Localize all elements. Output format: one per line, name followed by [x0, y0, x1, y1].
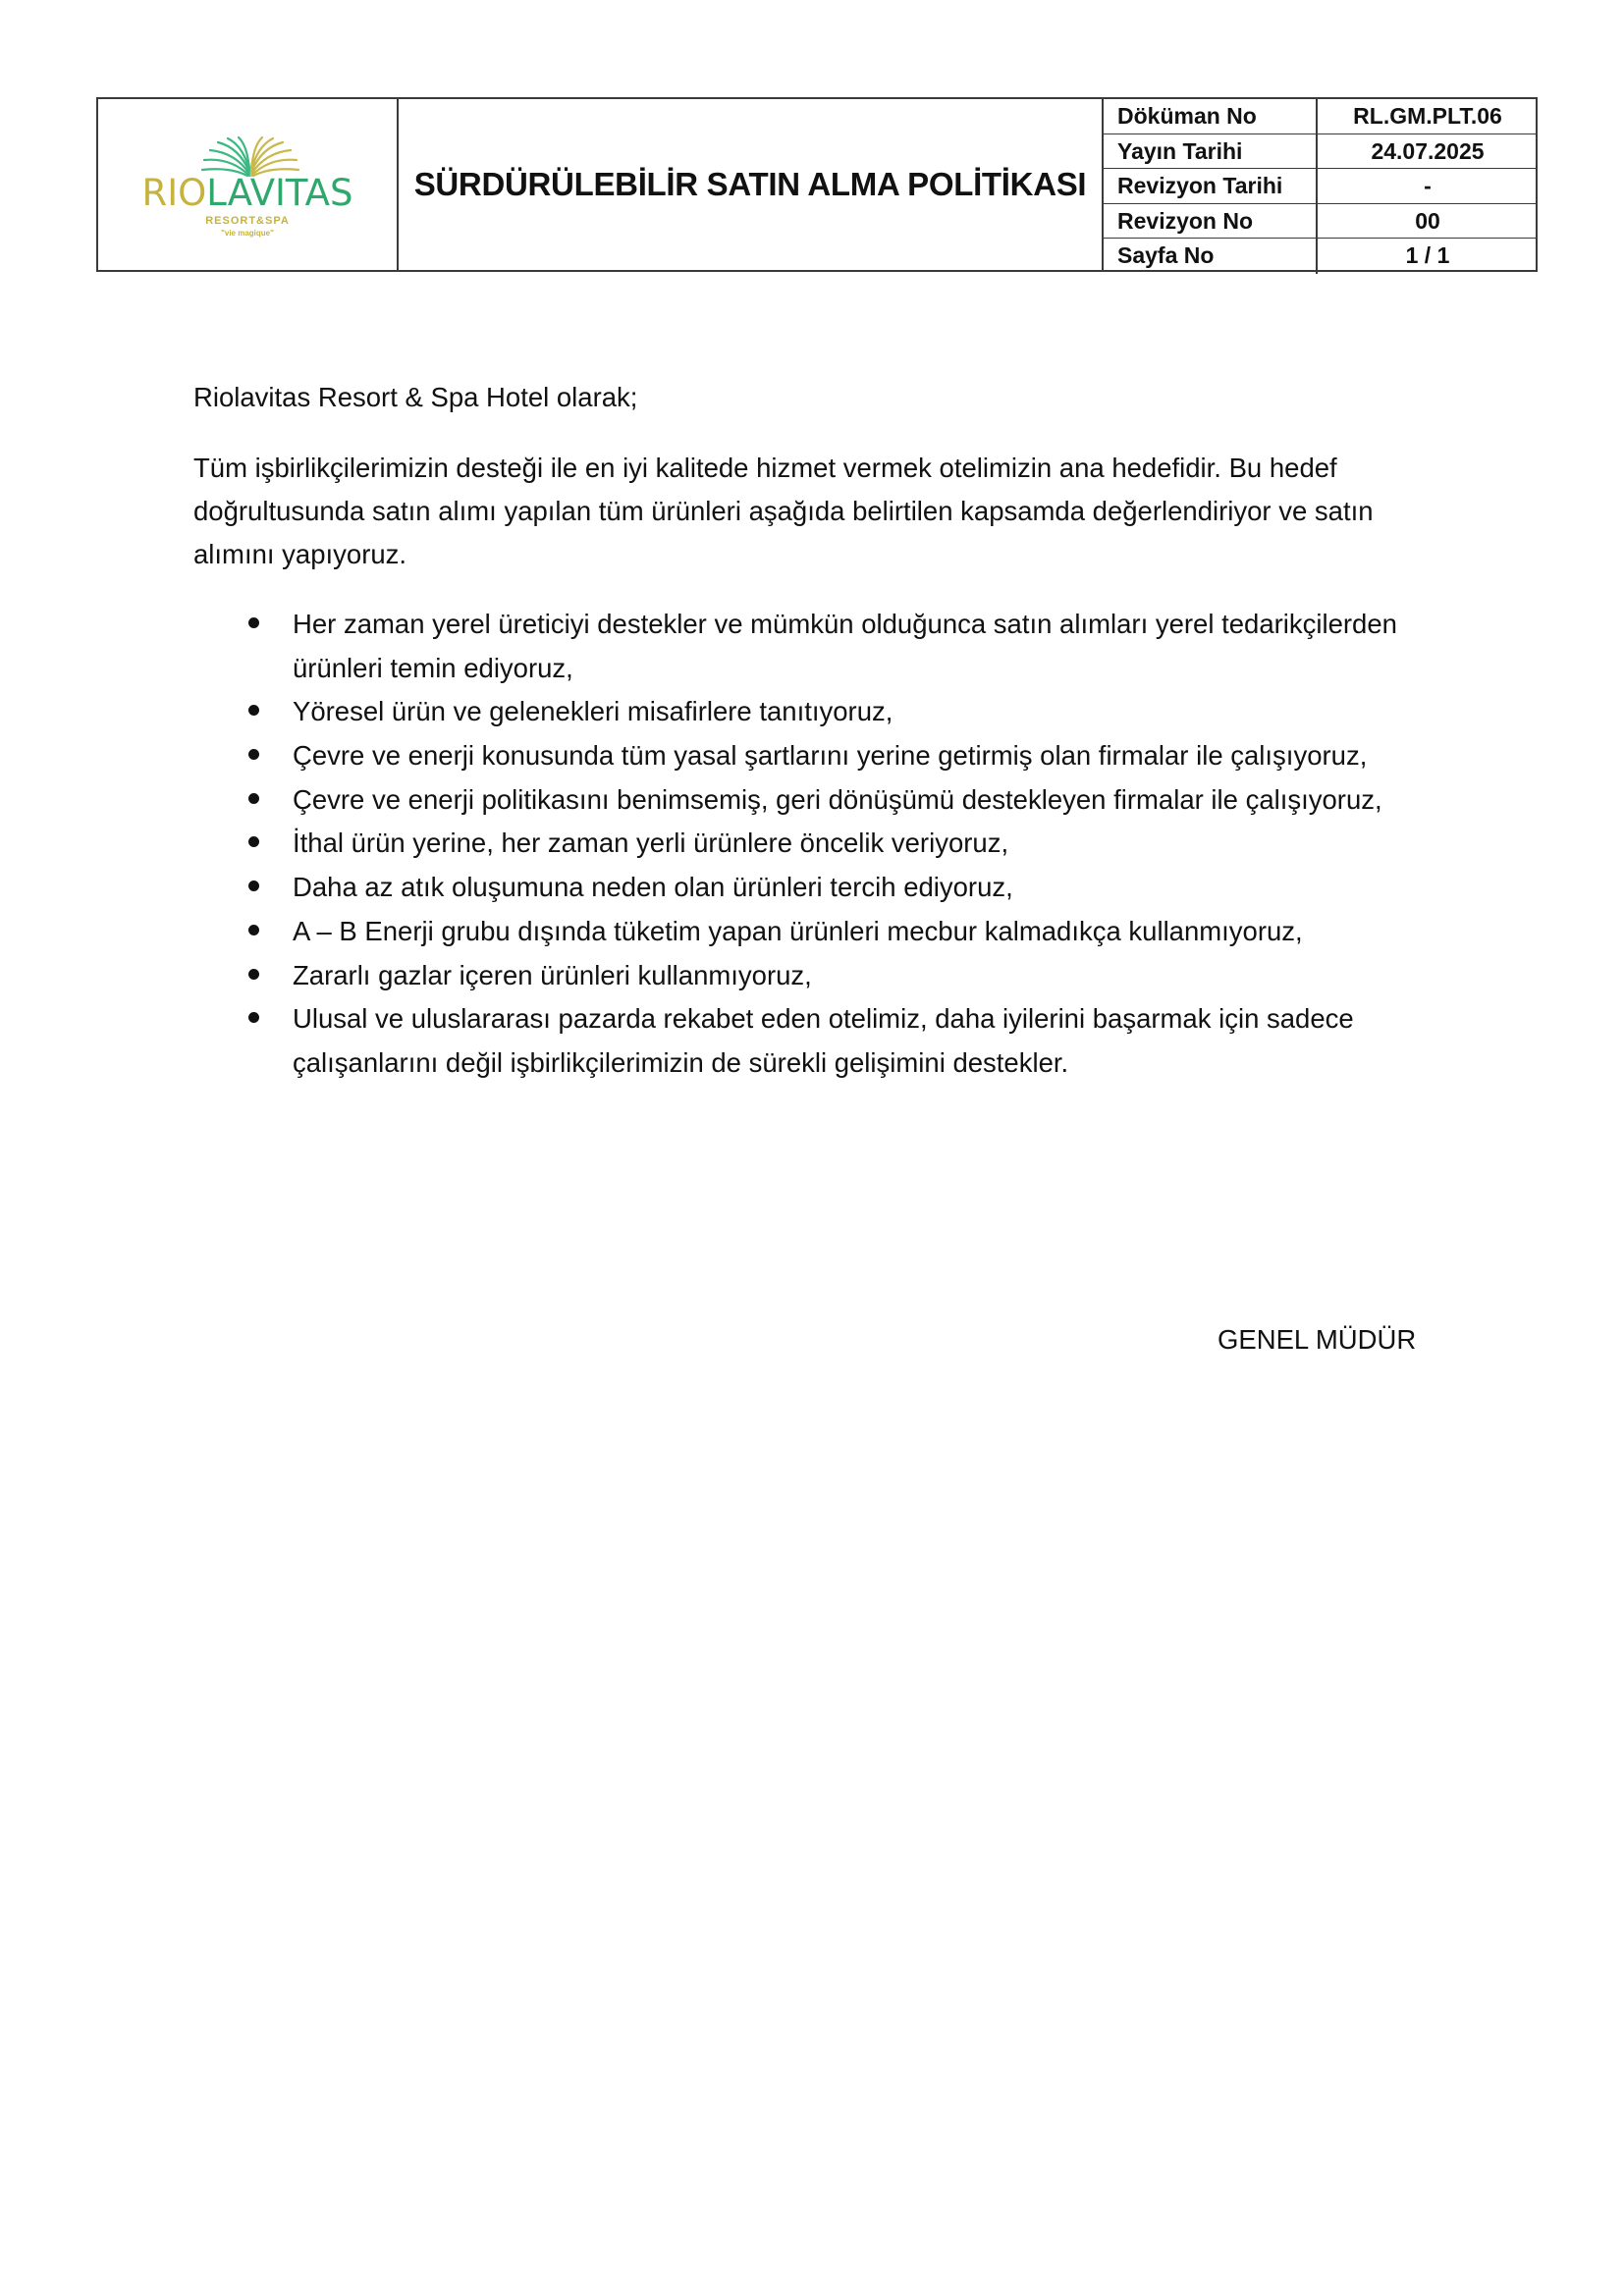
bullet-item: [0, 690, 1624, 734]
meta-row-document-no: [1104, 99, 1538, 134]
bullet-dot-icon: [248, 749, 259, 760]
bullet-line: çalışanlarını değil işbirlikçilerimizin de sürekli gelişimini destekler.: [293, 1046, 1069, 1078]
meta-label: Yayın Tarihi: [1104, 134, 1318, 169]
logo-cell: [98, 99, 399, 270]
body-paragraph: [193, 447, 1470, 576]
document-header-table: [96, 97, 1538, 272]
meta-row-page-no: [1104, 239, 1538, 274]
paragraph-line: alımını yapıyoruz.: [193, 539, 407, 569]
meta-row-revision-date: [1104, 169, 1538, 204]
document-title: SÜRDÜRÜLEBİLİR SATIN ALMA POLİTİKASI: [413, 166, 1087, 202]
bullet-text: [293, 603, 1397, 690]
bullet-dot-icon: [248, 705, 259, 716]
meta-value: -: [1424, 173, 1432, 199]
logo-tagline: "vie magique": [221, 229, 274, 238]
meta-label: Revizyon No: [1104, 204, 1318, 239]
meta-label: Döküman No: [1104, 99, 1318, 133]
bullet-item: [0, 997, 1624, 1085]
bullet-item: [0, 603, 1624, 690]
paragraph-line: Tüm işbirlikçilerimizin desteği ile en iyi kalitede hizmet vermek otelimizin ana hedefidir. Bu hedef: [193, 453, 1337, 483]
meta-value: 24.07.2025: [1371, 137, 1485, 164]
intro-line: Riolavitas Resort & Spa Hotel olarak;: [193, 382, 638, 412]
logo-brand-text: [98, 172, 397, 215]
meta-row-revision-no: [1104, 204, 1538, 240]
meta-value: RL.GM.PLT.06: [1353, 103, 1502, 129]
bullet-dot-icon: [248, 969, 259, 980]
meta-value: 00: [1415, 207, 1440, 234]
bullet-item: [0, 734, 1624, 778]
bullet-dot-icon: [248, 836, 259, 847]
meta-value: 1 / 1: [1405, 242, 1450, 269]
bullet-dot-icon: [248, 925, 259, 935]
bullet-text: [293, 997, 1354, 1085]
company-logo: [98, 99, 397, 270]
bullet-text: Daha az atık oluşumuna neden olan ürünleri tercih ediyoruz,: [293, 872, 1013, 903]
bullet-text: Çevre ve enerji politikasını benimsemiş, geri dönüşümü destekleyen firmalar ile çalışıyoruz,: [293, 783, 1382, 815]
signature-title: GENEL MÜDÜR: [1218, 1324, 1417, 1355]
bullet-line: Her zaman yerel üreticiyi destekler ve mümkün olduğunca satın alımları yerel tedarikçilerden: [293, 609, 1397, 639]
bullet-item: [0, 954, 1624, 998]
meta-row-publish-date: [1104, 134, 1538, 170]
logo-subtitle: RESORT&SPA: [205, 215, 290, 227]
meta-label: Revizyon Tarihi: [1104, 169, 1318, 203]
bullet-text: Çevre ve enerji konusunda tüm yasal şartlarını yerine getirmiş olan firmalar ile çalışıyoruz,: [293, 740, 1368, 772]
bullet-text: Yöresel ürün ve gelenekleri misafirlere tanıtıyoruz,: [293, 696, 893, 727]
bullet-text: Zararlı gazlar içeren ürünleri kullanmıyoruz,: [293, 959, 812, 990]
bullet-item: [0, 910, 1624, 954]
bullet-line: Ulusal ve uluslararası pazarda rekabet eden otelimiz, daha iyilerini başarmak için sadece: [293, 1003, 1354, 1035]
paragraph-line: doğrultusunda satın alımı yapılan tüm ürünleri aşağıda belirtilen kapsamda değerlendiriyor ve satın: [193, 496, 1374, 526]
bullet-text: İthal ürün yerine, her zaman yerli ürünlere öncelik veriyoruz,: [293, 828, 1009, 859]
bullet-dot-icon: [248, 881, 259, 891]
bullet-item: [0, 866, 1624, 910]
bullet-text: A – B Enerji grubu dışında tüketim yapan ürünleri mecbur kalmadıkça kullanmıyoruz,: [293, 915, 1303, 946]
title-cell: [399, 99, 1104, 270]
bullet-dot-icon: [248, 617, 259, 628]
logo-brand-part2: LAVITAS: [206, 172, 353, 214]
bullet-dot-icon: [248, 1012, 259, 1023]
bullet-item: [0, 778, 1624, 823]
bullet-dot-icon: [248, 793, 259, 804]
policy-bullet-list: [0, 603, 1624, 1086]
meta-label: Sayfa No: [1104, 239, 1318, 274]
bullet-item: [0, 822, 1624, 866]
logo-brand-part1: RIO: [141, 172, 207, 214]
document-meta-table: [1104, 99, 1538, 270]
bullet-line: ürünleri temin ediyoruz,: [293, 652, 573, 683]
